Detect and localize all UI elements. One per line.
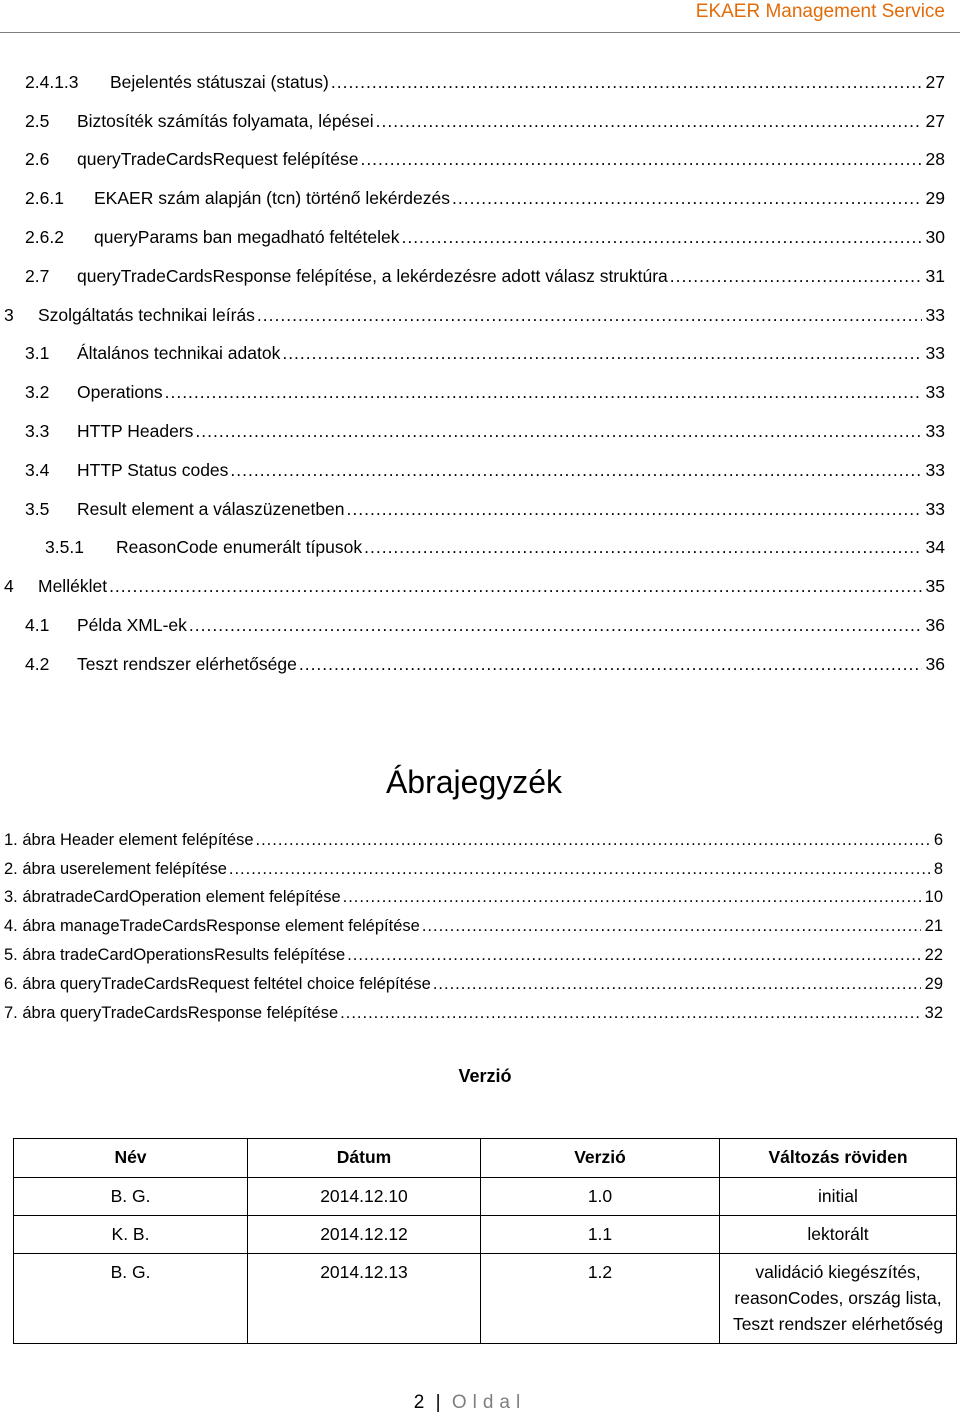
figure-page-number: 10 [924, 888, 943, 907]
toc-page-number: 34 [922, 537, 945, 558]
toc-page-number: 33 [922, 499, 945, 520]
figure-page-number: 22 [924, 946, 943, 965]
toc-title: queryTradeCardsResponse felépítése, a lekérdezésre adott válasz struktúra [77, 265, 668, 286]
toc-number: 2.5 [25, 110, 50, 131]
toc-number: 4.2 [25, 653, 50, 674]
toc-title: queryTradeCardsRequest felépítése [77, 149, 359, 170]
dot-leader [230, 460, 921, 481]
table-row [14, 1178, 957, 1216]
cell-name: B. G. [14, 1254, 248, 1344]
figure-title: 6. ábra queryTradeCardsRequest feltétel choice felépítése [4, 974, 431, 993]
version-table-header-row [14, 1139, 957, 1178]
cell-name: K. B. [14, 1216, 248, 1254]
figure-entry[interactable] [0, 970, 960, 999]
toc-entry[interactable] [0, 63, 960, 102]
toc-entry[interactable] [0, 451, 960, 490]
toc-title: Példa XML-ek [77, 615, 187, 636]
toc-page-number: 27 [922, 111, 945, 132]
toc-number: 3.4 [25, 459, 50, 480]
table-of-contents [0, 63, 960, 684]
dot-leader [229, 860, 930, 879]
toc-page-number: 33 [922, 305, 945, 326]
dot-leader [376, 111, 922, 132]
toc-title: Szolgáltatás technikai leírás [38, 304, 255, 325]
figures-heading: Ábrajegyzék [385, 764, 563, 800]
toc-page-number: 27 [922, 72, 945, 93]
dot-leader [331, 72, 922, 93]
version-table [13, 1138, 957, 1344]
dot-leader [195, 421, 921, 442]
footer-separator: | [435, 1392, 441, 1413]
table-row [14, 1216, 957, 1254]
figure-entry[interactable] [0, 912, 960, 941]
toc-entry[interactable] [0, 412, 960, 451]
dot-leader [433, 975, 921, 994]
toc-entry[interactable] [0, 218, 960, 257]
toc-entry[interactable] [0, 529, 960, 568]
toc-number: 2.7 [25, 265, 50, 286]
toc-number: 4.1 [25, 615, 50, 636]
toc-number: 3 [4, 304, 14, 325]
figure-page-number: 6 [933, 830, 943, 849]
toc-entry[interactable] [0, 257, 960, 296]
toc-title: HTTP Headers [77, 421, 194, 442]
toc-entry[interactable] [0, 567, 960, 606]
toc-title: ReasonCode enumerált típusok [116, 537, 363, 558]
dot-leader [340, 1004, 920, 1023]
figure-title: 2. ábra userelement felépítése [4, 859, 227, 878]
figure-page-number: 8 [933, 859, 943, 878]
toc-number: 3.5.1 [45, 537, 84, 558]
toc-title: EKAER szám alapján (tcn) történő lekérdezés [94, 188, 450, 209]
dot-leader [189, 615, 922, 636]
toc-title: HTTP Status codes [77, 459, 229, 480]
version-title: Verzió [458, 1066, 512, 1086]
toc-page-number: 28 [922, 149, 945, 170]
toc-page-number: 33 [922, 382, 945, 403]
toc-number: 2.4.1.3 [25, 71, 79, 92]
dot-leader [347, 946, 920, 965]
toc-entry[interactable] [0, 179, 960, 218]
toc-number: 3.5 [25, 498, 50, 519]
toc-entry[interactable] [0, 102, 960, 141]
toc-title: Biztosíték számítás folyamata, lépései [77, 110, 374, 131]
toc-entry[interactable] [0, 373, 960, 412]
page-footer [0, 1392, 940, 1414]
figure-entry[interactable] [0, 826, 960, 855]
table-row [14, 1254, 957, 1344]
figure-title: 4. ábra manageTradeCardsResponse element felépítése [4, 917, 420, 936]
column-header-change: Változás röviden [720, 1139, 957, 1178]
cell-name: B. G. [14, 1178, 248, 1216]
cell-version: 1.0 [481, 1178, 720, 1216]
toc-page-number: 36 [922, 615, 945, 636]
figure-page-number: 29 [924, 974, 943, 993]
cell-version: 1.2 [481, 1254, 720, 1344]
figure-entry[interactable] [0, 855, 960, 884]
toc-number: 3.2 [25, 382, 50, 403]
dot-leader [282, 343, 921, 364]
dot-leader [347, 499, 922, 520]
figure-page-number: 32 [924, 1003, 943, 1022]
toc-number: 3.3 [25, 421, 50, 442]
running-header: EKAER Management Service [695, 1, 945, 22]
toc-title: Általános technikai adatok [77, 343, 281, 364]
dot-leader [670, 266, 922, 287]
toc-entry[interactable] [0, 141, 960, 180]
toc-entry[interactable] [0, 645, 960, 684]
toc-page-number: 33 [922, 421, 945, 442]
toc-number: 2.6.2 [25, 227, 64, 248]
dot-leader [165, 382, 922, 403]
toc-page-number: 36 [922, 654, 945, 675]
toc-page-number: 31 [922, 266, 945, 287]
page-number: 2 [413, 1392, 425, 1413]
toc-title: Result element a válaszüzenetben [77, 498, 345, 519]
toc-number: 2.6.1 [25, 188, 64, 209]
figure-title: 5. ábra tradeCardOperationsResults felépítése [4, 946, 346, 965]
list-of-figures [0, 826, 960, 1028]
dot-leader [256, 831, 930, 850]
figure-entry[interactable] [0, 999, 960, 1028]
column-header-date: Dátum [248, 1139, 481, 1178]
cell-date: 2014.12.10 [248, 1178, 481, 1216]
page-label: Oldal [451, 1392, 527, 1413]
toc-entry[interactable] [0, 335, 960, 374]
toc-number: 3.1 [25, 343, 50, 364]
dot-leader [109, 576, 921, 597]
toc-entry[interactable] [0, 490, 960, 529]
toc-title: Teszt rendszer elérhetősége [77, 653, 297, 674]
cell-change: validáció kiegészítés, reasonCodes, ország lista, Teszt rendszer elérhetőség [720, 1254, 957, 1344]
column-header-version: Verzió [481, 1139, 720, 1178]
toc-page-number: 30 [922, 227, 945, 248]
toc-title: Bejelentés státuszai (status) [110, 71, 329, 92]
toc-page-number: 29 [922, 188, 945, 209]
toc-entry[interactable] [0, 606, 960, 645]
figure-title: 7. ábra queryTradeCardsResponse felépítése [4, 1003, 339, 1022]
toc-entry[interactable] [0, 296, 960, 335]
figure-page-number: 21 [924, 917, 943, 936]
header-divider [0, 32, 960, 33]
cell-date: 2014.12.13 [248, 1254, 481, 1344]
toc-page-number: 33 [922, 460, 945, 481]
column-header-name: Név [14, 1139, 248, 1178]
cell-version: 1.1 [481, 1216, 720, 1254]
toc-page-number: 35 [922, 576, 945, 597]
dot-leader [360, 149, 921, 170]
dot-leader [343, 888, 921, 907]
toc-number: 2.6 [25, 149, 50, 170]
cell-change: lektorált [720, 1216, 957, 1254]
dot-leader [299, 654, 922, 675]
toc-number: 4 [4, 576, 14, 597]
figure-title: 3. ábratradeCardOperation element felépítése [4, 888, 341, 907]
toc-title: queryParams ban megadható feltételek [94, 227, 400, 248]
toc-title: Operations [77, 382, 163, 403]
figure-entry[interactable] [0, 884, 960, 913]
dot-leader [452, 188, 922, 209]
figure-entry[interactable] [0, 941, 960, 970]
toc-page-number: 33 [922, 343, 945, 364]
figure-title: 1. ábra Header element felépítése [4, 830, 254, 849]
dot-leader [257, 305, 922, 326]
cell-change: initial [720, 1178, 957, 1216]
dot-leader [422, 917, 921, 936]
dot-leader [364, 537, 921, 558]
toc-title: Melléklet [38, 576, 108, 597]
dot-leader [401, 227, 921, 248]
cell-date: 2014.12.12 [248, 1216, 481, 1254]
